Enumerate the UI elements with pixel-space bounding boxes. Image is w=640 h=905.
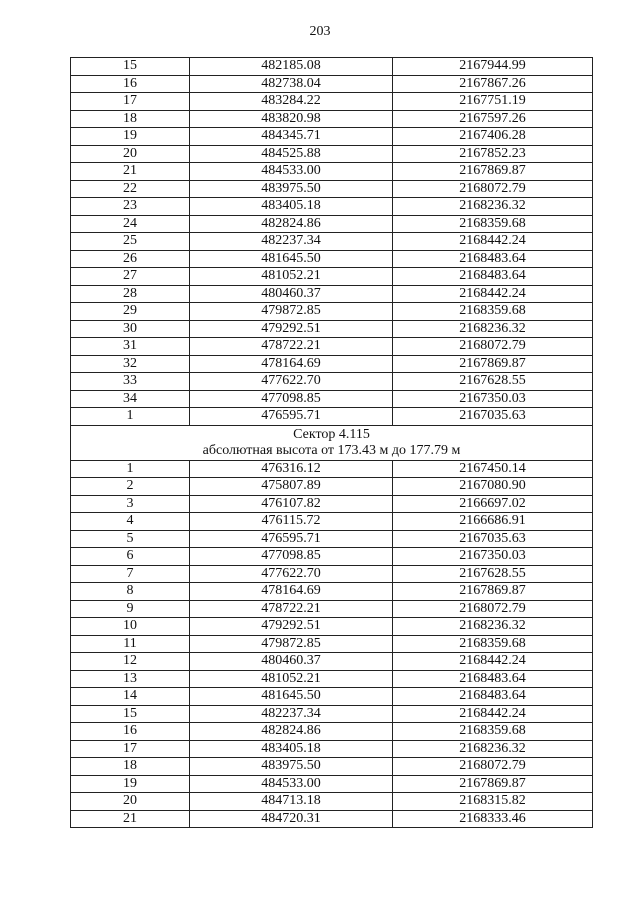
point-number-cell: 32	[71, 355, 190, 373]
x-coordinate-cell: 483405.18	[190, 740, 393, 758]
point-number-cell: 8	[71, 583, 190, 601]
x-coordinate-cell: 483405.18	[190, 198, 393, 216]
x-coordinate-cell: 483284.22	[190, 93, 393, 111]
y-coordinate-cell: 2168236.32	[393, 320, 593, 338]
y-coordinate-cell: 2168442.24	[393, 653, 593, 671]
y-coordinate-cell: 2168236.32	[393, 618, 593, 636]
y-coordinate-cell: 2168442.24	[393, 705, 593, 723]
table-row	[71, 775, 593, 793]
table-row	[71, 128, 593, 146]
table-row	[71, 810, 593, 828]
table-row	[71, 513, 593, 531]
y-coordinate-cell: 2166686.91	[393, 513, 593, 531]
point-number-cell: 1	[71, 408, 190, 426]
y-coordinate-cell: 2168483.64	[393, 688, 593, 706]
x-coordinate-cell: 476595.71	[190, 530, 393, 548]
point-number-cell: 13	[71, 670, 190, 688]
x-coordinate-cell: 481645.50	[190, 250, 393, 268]
point-number-cell: 9	[71, 600, 190, 618]
table-row	[71, 75, 593, 93]
point-number-cell: 19	[71, 775, 190, 793]
y-coordinate-cell: 2168483.64	[393, 268, 593, 286]
table-row	[71, 600, 593, 618]
table-row	[71, 408, 593, 426]
point-number-cell: 22	[71, 180, 190, 198]
x-coordinate-cell: 478164.69	[190, 355, 393, 373]
point-number-cell: 7	[71, 565, 190, 583]
x-coordinate-cell: 478722.21	[190, 338, 393, 356]
y-coordinate-cell: 2167867.26	[393, 75, 593, 93]
table-row	[71, 618, 593, 636]
y-coordinate-cell: 2167035.63	[393, 530, 593, 548]
x-coordinate-cell: 482237.34	[190, 233, 393, 251]
table-row	[71, 793, 593, 811]
point-number-cell: 1	[71, 460, 190, 478]
point-number-cell: 20	[71, 793, 190, 811]
y-coordinate-cell: 2168236.32	[393, 198, 593, 216]
point-number-cell: 34	[71, 390, 190, 408]
page-number: 203	[309, 24, 331, 39]
table-row	[71, 285, 593, 303]
point-number-cell: 29	[71, 303, 190, 321]
y-coordinate-cell: 2168442.24	[393, 285, 593, 303]
table-row	[71, 163, 593, 181]
y-coordinate-cell: 2167869.87	[393, 163, 593, 181]
x-coordinate-cell: 481052.21	[190, 268, 393, 286]
x-coordinate-cell: 477098.85	[190, 390, 393, 408]
x-coordinate-cell: 479872.85	[190, 635, 393, 653]
table-row	[71, 58, 593, 76]
point-number-cell: 16	[71, 723, 190, 741]
y-coordinate-cell: 2168072.79	[393, 338, 593, 356]
y-coordinate-cell: 2168483.64	[393, 670, 593, 688]
y-coordinate-cell: 2167628.55	[393, 373, 593, 391]
point-number-cell: 5	[71, 530, 190, 548]
y-coordinate-cell: 2166697.02	[393, 495, 593, 513]
x-coordinate-cell: 475807.89	[190, 478, 393, 496]
point-number-cell: 24	[71, 215, 190, 233]
point-number-cell: 6	[71, 548, 190, 566]
x-coordinate-cell: 479292.51	[190, 320, 393, 338]
point-number-cell: 15	[71, 705, 190, 723]
point-number-cell: 28	[71, 285, 190, 303]
point-number-cell: 10	[71, 618, 190, 636]
x-coordinate-cell: 480460.37	[190, 285, 393, 303]
x-coordinate-cell: 478164.69	[190, 583, 393, 601]
y-coordinate-cell: 2168333.46	[393, 810, 593, 828]
table-row	[71, 478, 593, 496]
y-coordinate-cell: 2167869.87	[393, 775, 593, 793]
x-coordinate-cell: 477098.85	[190, 548, 393, 566]
point-number-cell: 14	[71, 688, 190, 706]
y-coordinate-cell: 2168359.68	[393, 303, 593, 321]
y-coordinate-cell: 2167350.03	[393, 390, 593, 408]
point-number-cell: 16	[71, 75, 190, 93]
coordinates-table-part1	[71, 58, 593, 426]
point-number-cell: 18	[71, 758, 190, 776]
table-row	[71, 390, 593, 408]
x-coordinate-cell: 478722.21	[190, 600, 393, 618]
sector-subtitle: абсолютная высота от 173.43 м до 177.79 м	[202, 442, 461, 458]
table-row	[71, 93, 593, 111]
point-number-cell: 12	[71, 653, 190, 671]
coordinates-table-part2	[71, 460, 593, 828]
x-coordinate-cell: 482237.34	[190, 705, 393, 723]
table-row	[71, 495, 593, 513]
y-coordinate-cell: 2168072.79	[393, 758, 593, 776]
y-coordinate-cell: 2167628.55	[393, 565, 593, 583]
x-coordinate-cell: 476316.12	[190, 460, 393, 478]
table-row	[71, 180, 593, 198]
x-coordinate-cell: 476107.82	[190, 495, 393, 513]
point-number-cell: 2	[71, 478, 190, 496]
y-coordinate-cell: 2168072.79	[393, 600, 593, 618]
x-coordinate-cell: 484533.00	[190, 163, 393, 181]
table-row	[71, 355, 593, 373]
point-number-cell: 3	[71, 495, 190, 513]
y-coordinate-cell: 2167869.87	[393, 355, 593, 373]
point-number-cell: 23	[71, 198, 190, 216]
y-coordinate-cell: 2168315.82	[393, 793, 593, 811]
x-coordinate-cell: 476595.71	[190, 408, 393, 426]
x-coordinate-cell: 482824.86	[190, 215, 393, 233]
x-coordinate-cell: 484345.71	[190, 128, 393, 146]
x-coordinate-cell: 480460.37	[190, 653, 393, 671]
sector-header-group	[71, 425, 593, 460]
x-coordinate-cell: 479292.51	[190, 618, 393, 636]
point-number-cell: 31	[71, 338, 190, 356]
sector-header-row	[71, 425, 593, 460]
x-coordinate-cell: 477622.70	[190, 565, 393, 583]
point-number-cell: 11	[71, 635, 190, 653]
x-coordinate-cell: 484533.00	[190, 775, 393, 793]
y-coordinate-cell: 2167035.63	[393, 408, 593, 426]
table-row	[71, 635, 593, 653]
table-row	[71, 303, 593, 321]
table-row	[71, 373, 593, 391]
coordinates-table	[70, 57, 593, 828]
table-row	[71, 268, 593, 286]
x-coordinate-cell: 481052.21	[190, 670, 393, 688]
table-row	[71, 548, 593, 566]
point-number-cell: 21	[71, 163, 190, 181]
point-number-cell: 15	[71, 58, 190, 76]
table-row	[71, 460, 593, 478]
y-coordinate-cell: 2168359.68	[393, 635, 593, 653]
point-number-cell: 21	[71, 810, 190, 828]
table-row	[71, 215, 593, 233]
x-coordinate-cell: 484525.88	[190, 145, 393, 163]
point-number-cell: 17	[71, 740, 190, 758]
table-row	[71, 758, 593, 776]
x-coordinate-cell: 476115.72	[190, 513, 393, 531]
y-coordinate-cell: 2168442.24	[393, 233, 593, 251]
point-number-cell: 30	[71, 320, 190, 338]
point-number-cell: 26	[71, 250, 190, 268]
point-number-cell: 17	[71, 93, 190, 111]
y-coordinate-cell: 2168236.32	[393, 740, 593, 758]
table-row	[71, 233, 593, 251]
x-coordinate-cell: 483820.98	[190, 110, 393, 128]
point-number-cell: 4	[71, 513, 190, 531]
table-row	[71, 723, 593, 741]
table-row	[71, 338, 593, 356]
table-row	[71, 198, 593, 216]
table-row	[71, 250, 593, 268]
y-coordinate-cell: 2168359.68	[393, 723, 593, 741]
x-coordinate-cell: 483975.50	[190, 758, 393, 776]
y-coordinate-cell: 2167869.87	[393, 583, 593, 601]
y-coordinate-cell: 2167350.03	[393, 548, 593, 566]
point-number-cell: 20	[71, 145, 190, 163]
x-coordinate-cell: 479872.85	[190, 303, 393, 321]
x-coordinate-cell: 483975.50	[190, 180, 393, 198]
x-coordinate-cell: 482738.04	[190, 75, 393, 93]
y-coordinate-cell: 2167852.23	[393, 145, 593, 163]
point-number-cell: 18	[71, 110, 190, 128]
table-row	[71, 688, 593, 706]
y-coordinate-cell: 2168072.79	[393, 180, 593, 198]
x-coordinate-cell: 482185.08	[190, 58, 393, 76]
point-number-cell: 27	[71, 268, 190, 286]
table-row	[71, 565, 593, 583]
x-coordinate-cell: 481645.50	[190, 688, 393, 706]
x-coordinate-cell: 484713.18	[190, 793, 393, 811]
point-number-cell: 19	[71, 128, 190, 146]
table-row	[71, 740, 593, 758]
y-coordinate-cell: 2167406.28	[393, 128, 593, 146]
x-coordinate-cell: 484720.31	[190, 810, 393, 828]
y-coordinate-cell: 2167944.99	[393, 58, 593, 76]
table-row	[71, 530, 593, 548]
table-row	[71, 583, 593, 601]
y-coordinate-cell: 2167080.90	[393, 478, 593, 496]
point-number-cell: 33	[71, 373, 190, 391]
x-coordinate-cell: 482824.86	[190, 723, 393, 741]
y-coordinate-cell: 2168359.68	[393, 215, 593, 233]
table-row	[71, 320, 593, 338]
y-coordinate-cell: 2167597.26	[393, 110, 593, 128]
table-row	[71, 705, 593, 723]
table-row	[71, 110, 593, 128]
table-row	[71, 145, 593, 163]
x-coordinate-cell: 477622.70	[190, 373, 393, 391]
sector-header	[71, 425, 593, 460]
table-row	[71, 653, 593, 671]
sector-title: Сектор 4.115	[293, 426, 370, 442]
y-coordinate-cell: 2167450.14	[393, 460, 593, 478]
y-coordinate-cell: 2168483.64	[393, 250, 593, 268]
point-number-cell: 25	[71, 233, 190, 251]
table-row	[71, 670, 593, 688]
y-coordinate-cell: 2167751.19	[393, 93, 593, 111]
